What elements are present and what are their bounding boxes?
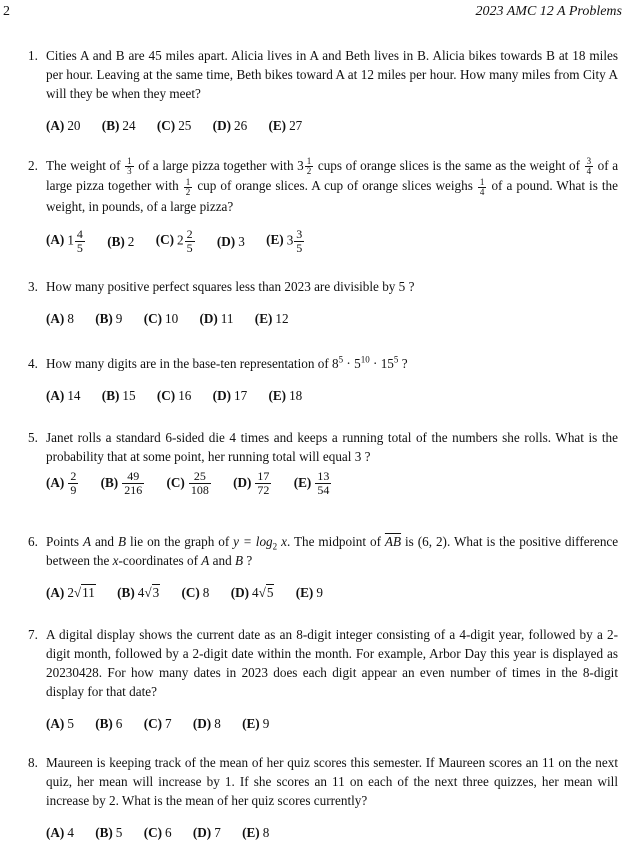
problem-number: 5. [28, 430, 38, 445]
choice-d: (D) 26 [212, 118, 248, 134]
choice-b: (B) 2 [107, 233, 135, 249]
problem-7 [28, 625, 618, 733]
choice-b: (B) 24 [101, 118, 136, 134]
choice-b: (B) 5 [95, 825, 123, 841]
choice-a: (A) 2√11 [46, 585, 95, 601]
choice-b: (B) 6 [95, 716, 123, 732]
problem-8 [28, 753, 618, 842]
running-title: 2023 AMC 12 A Problems [475, 4, 622, 19]
choice-e: (E) 8 [242, 825, 270, 841]
problem-6 [28, 532, 618, 602]
choice-e: (E) 18 [268, 388, 303, 404]
answer-choices [46, 713, 618, 733]
problem-stem: Maureen is keeping track of the mean of her quiz scores this semester. If Maureen scores an 11 on the next quiz, her mean will increase by 1. If she scores an 11 on each of the next three quizzes, her mean will increase by 2. What is the mean of her quiz scores currently? [46, 755, 618, 808]
problem-stem: Cities A and B are 45 miles apart. Alicia lives in A and Beth lives in B. Alicia bikes towards B at 18 miles per hour. Leaving at the same time, Beth bikes toward A at 12 miles per hour. How many miles from City A will they be when they meet? [46, 48, 618, 101]
problem-stem: How many digits are in the base-ten representation of $8^5 \cdot 5^{10} \cdot 15^5$ ? [46, 354, 408, 371]
choice-d: (D) 3 [216, 233, 245, 249]
choice-d: (D) 11 [199, 311, 234, 327]
problem-stem: The weight of $\frac{1}{3}$ of a large pizza together with 3 $\frac{1}{2}$ cups of orange slices is the same as the weight of $\frac{3}{4}$ of a large pizza together with $\frac{1}{2}$ cup of orange slices. A cup of orange slices weighs $\frac{1}{4}$ of a pound. What is the weight, in pounds, of a large pizza? [46, 156, 619, 214]
choice-a: (A) 5 [46, 716, 74, 732]
problem-4 [28, 354, 618, 405]
choice-a: (A) 8 [46, 311, 74, 327]
choice-c: (C) 10 [143, 311, 179, 327]
problem-number: 8. [28, 755, 38, 770]
choice-d: (D) 7 [192, 825, 221, 841]
choice-e: (E) 3 $\frac{3}{5}$ [266, 226, 303, 255]
choice-c: (C) $\frac{25}{108}$ [166, 469, 209, 497]
choice-c: (C) 2 $\frac{2}{5}$ [155, 226, 193, 255]
choice-a: (A) 20 [46, 118, 81, 134]
choice-e: (E) 9 [242, 716, 270, 732]
choice-e: (E) $\frac{13}{54}$ [293, 469, 330, 497]
choice-c: (C) 8 [181, 585, 210, 601]
choice-e: (E) 27 [268, 118, 303, 134]
answer-choices [46, 228, 618, 255]
choice-c: (C) 16 [156, 388, 192, 404]
problem-number: 7. [28, 627, 38, 642]
answer-choices [46, 582, 618, 602]
problem-5 [28, 428, 618, 497]
problem-2 [28, 156, 618, 255]
answer-choices [46, 308, 618, 328]
page-number: 2 [3, 4, 10, 19]
answer-choices [46, 822, 618, 842]
problem-number: 6. [28, 534, 38, 549]
problem-number: 2. [28, 158, 38, 173]
choice-c: (C) 6 [143, 825, 172, 841]
choice-b: (B) $\frac{49}{216}$ [100, 469, 143, 497]
choice-d: (D) $\frac{17}{72}$ [233, 469, 270, 497]
answer-choices [46, 470, 618, 497]
problem-stem: Janet rolls a standard 6-sided die 4 times and keeps a running total of the numbers she rolls. What is the probability that at some point, her running total will equal 3 ? [46, 430, 618, 464]
choice-e: (E) 12 [254, 311, 289, 327]
answer-choices [46, 385, 618, 405]
choice-c: (C) 7 [143, 716, 172, 732]
choice-a: (A) $\frac{2}{9}$ [46, 469, 77, 497]
problem-stem: Points A and B lie on the graph of $y = \log_2 x$. The midpoint of $\overline{AB}$ is (6, 2). What is the positive difference between the x-coordinates of A and B ? [46, 534, 619, 568]
choice-b: (B) 15 [101, 388, 136, 404]
choice-a: (A) 14 [46, 388, 81, 404]
problem-stem: How many positive perfect squares less than 2023 are divisible by 5 ? [46, 279, 415, 294]
problem-stem: A digital display shows the current date as an 8-digit integer consisting of a 4-digit year, followed by a 2-digit month, followed by a 2-digit date within the month. For example, Arbor Day this year is displayed as 20230428. For how many dates in 2023 does each digit appear an even number of times in the 8-digit display for that date? [46, 627, 618, 699]
choice-e: (E) 9 [295, 585, 323, 601]
choice-a: (A) 1 $\frac{4}{5}$ [46, 226, 83, 255]
choice-d: (D) 4√5 [230, 585, 274, 601]
choice-c: (C) 25 [156, 118, 192, 134]
choice-d: (D) 17 [212, 388, 248, 404]
choice-a: (A) 4 [46, 825, 74, 841]
choice-b: (B) 4√3 [117, 585, 160, 601]
problem-number: 3. [28, 279, 38, 294]
problem-number: 1. [28, 48, 38, 63]
choice-b: (B) 9 [95, 311, 123, 327]
answer-choices [46, 115, 618, 135]
choice-d: (D) 8 [192, 716, 221, 732]
problem-1 [28, 46, 618, 135]
page-header [0, 2, 632, 20]
problem-3 [28, 277, 618, 328]
problem-number: 4. [28, 356, 38, 371]
